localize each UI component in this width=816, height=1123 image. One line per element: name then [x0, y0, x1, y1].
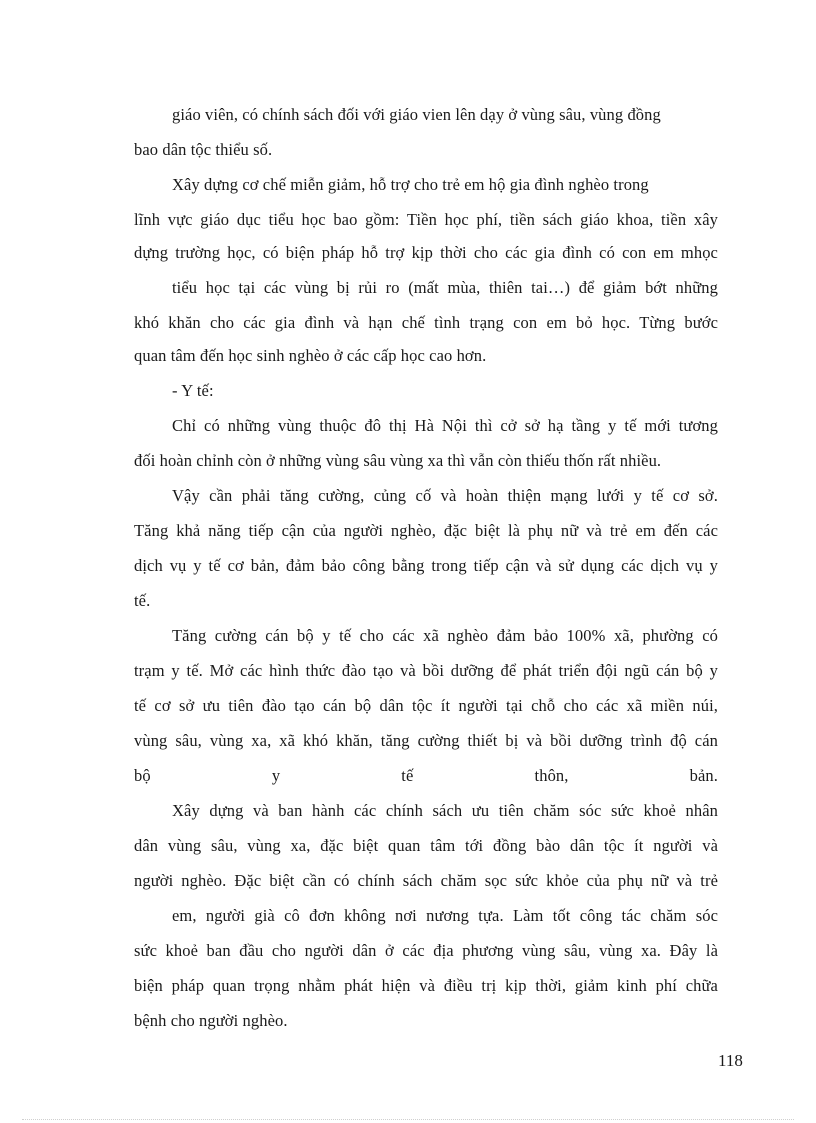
- text-line: người nghèo. Đặc biệt cần có chính sách chăm sọc sức khỏe của phụ nữ và trẻ: [134, 871, 718, 890]
- text-line: bệnh cho người nghèo.: [134, 1011, 288, 1030]
- footer-rule: [22, 1119, 794, 1120]
- text-line: trạm y tế. Mở các hình thức đào tạo và bồi dưỡng để phát triển đội ngũ cán bộ y: [134, 661, 718, 680]
- text-line: Tăng cường cán bộ y tế cho các xã nghèo đảm bảo 100% xã, phường có: [172, 626, 718, 645]
- text-line: Chỉ có những vùng thuộc đô thị Hà Nội thì cở sở hạ tầng y tế mới tương: [172, 416, 718, 435]
- text-line: bộ y tế thôn, bản.: [134, 766, 718, 785]
- text-line: em, người già cô đơn không nơi nương tựa. Làm tốt công tác chăm sóc: [172, 906, 718, 925]
- text-line: sức khoẻ ban đầu cho người dân ở các địa phương vùng sâu, vùng xa. Đây là: [134, 941, 718, 960]
- text-line: Xây dựng cơ chế miễn giảm, hỗ trợ cho trẻ em hộ gia đình nghèo trong: [172, 175, 649, 194]
- text-line: dịch vụ y tế cơ bản, đảm bảo công bằng trong tiếp cận và sử dụng các dịch vụ y: [134, 556, 718, 575]
- text-line: giáo viên, có chính sách đối với giáo vien lên dạy ở vùng sâu, vùng đồng: [172, 105, 661, 124]
- text-line: quan tâm đến học sinh nghèo ở các cấp học cao hơn.: [134, 346, 487, 365]
- text-line: đối hoàn chỉnh còn ở những vùng sâu vùng xa thì vẫn còn thiếu thốn rất nhiều.: [134, 451, 662, 470]
- text-line: dựng trường học, có biện pháp hỗ trợ kịp thời cho các gia đình có con em mhọc: [134, 243, 718, 262]
- text-line: Vậy cần phải tăng cường, củng cố và hoàn thiện mạng lưới y tế cơ sở.: [172, 486, 718, 505]
- text-line: tế.: [134, 591, 151, 610]
- text-line: bao dân tộc thiểu số.: [134, 140, 273, 159]
- text-line: tiểu học tại các vùng bị rủi ro (mất mùa, thiên tai…) để giảm bớt những: [172, 278, 718, 297]
- page-number: 118: [718, 1051, 743, 1070]
- text-line: khó khăn cho các gia đình và hạn chế tình trạng con em bỏ học. Từng bước: [134, 313, 718, 332]
- text-line: biện pháp quan trọng nhằm phát hiện và điều trị kịp thời, giảm kinh phí chữa: [134, 976, 718, 995]
- text-line: dân vùng sâu, vùng xa, đặc biệt quan tâm tới đồng bào dân tộc ít người và: [134, 836, 718, 855]
- text-line: Tăng khả năng tiếp cận của người nghèo, đặc biệt là phụ nữ và trẻ em đến các: [134, 521, 718, 540]
- text-line: lĩnh vực giáo dục tiểu học bao gồm: Tiền học phí, tiền sách giáo khoa, tiền xây: [134, 210, 718, 229]
- text-line: Xây dựng và ban hành các chính sách ưu tiên chăm sóc sức khoẻ nhân: [172, 801, 718, 820]
- text-line: - Y tế:: [172, 381, 214, 400]
- text-line: tế cơ sở ưu tiên đào tạo cán bộ dân tộc ít người tại chỗ cho các xã miền núi,: [134, 696, 718, 715]
- text-line: vùng sâu, vùng xa, xã khó khăn, tăng cường thiết bị và bồi dưỡng trình độ cán: [134, 731, 718, 750]
